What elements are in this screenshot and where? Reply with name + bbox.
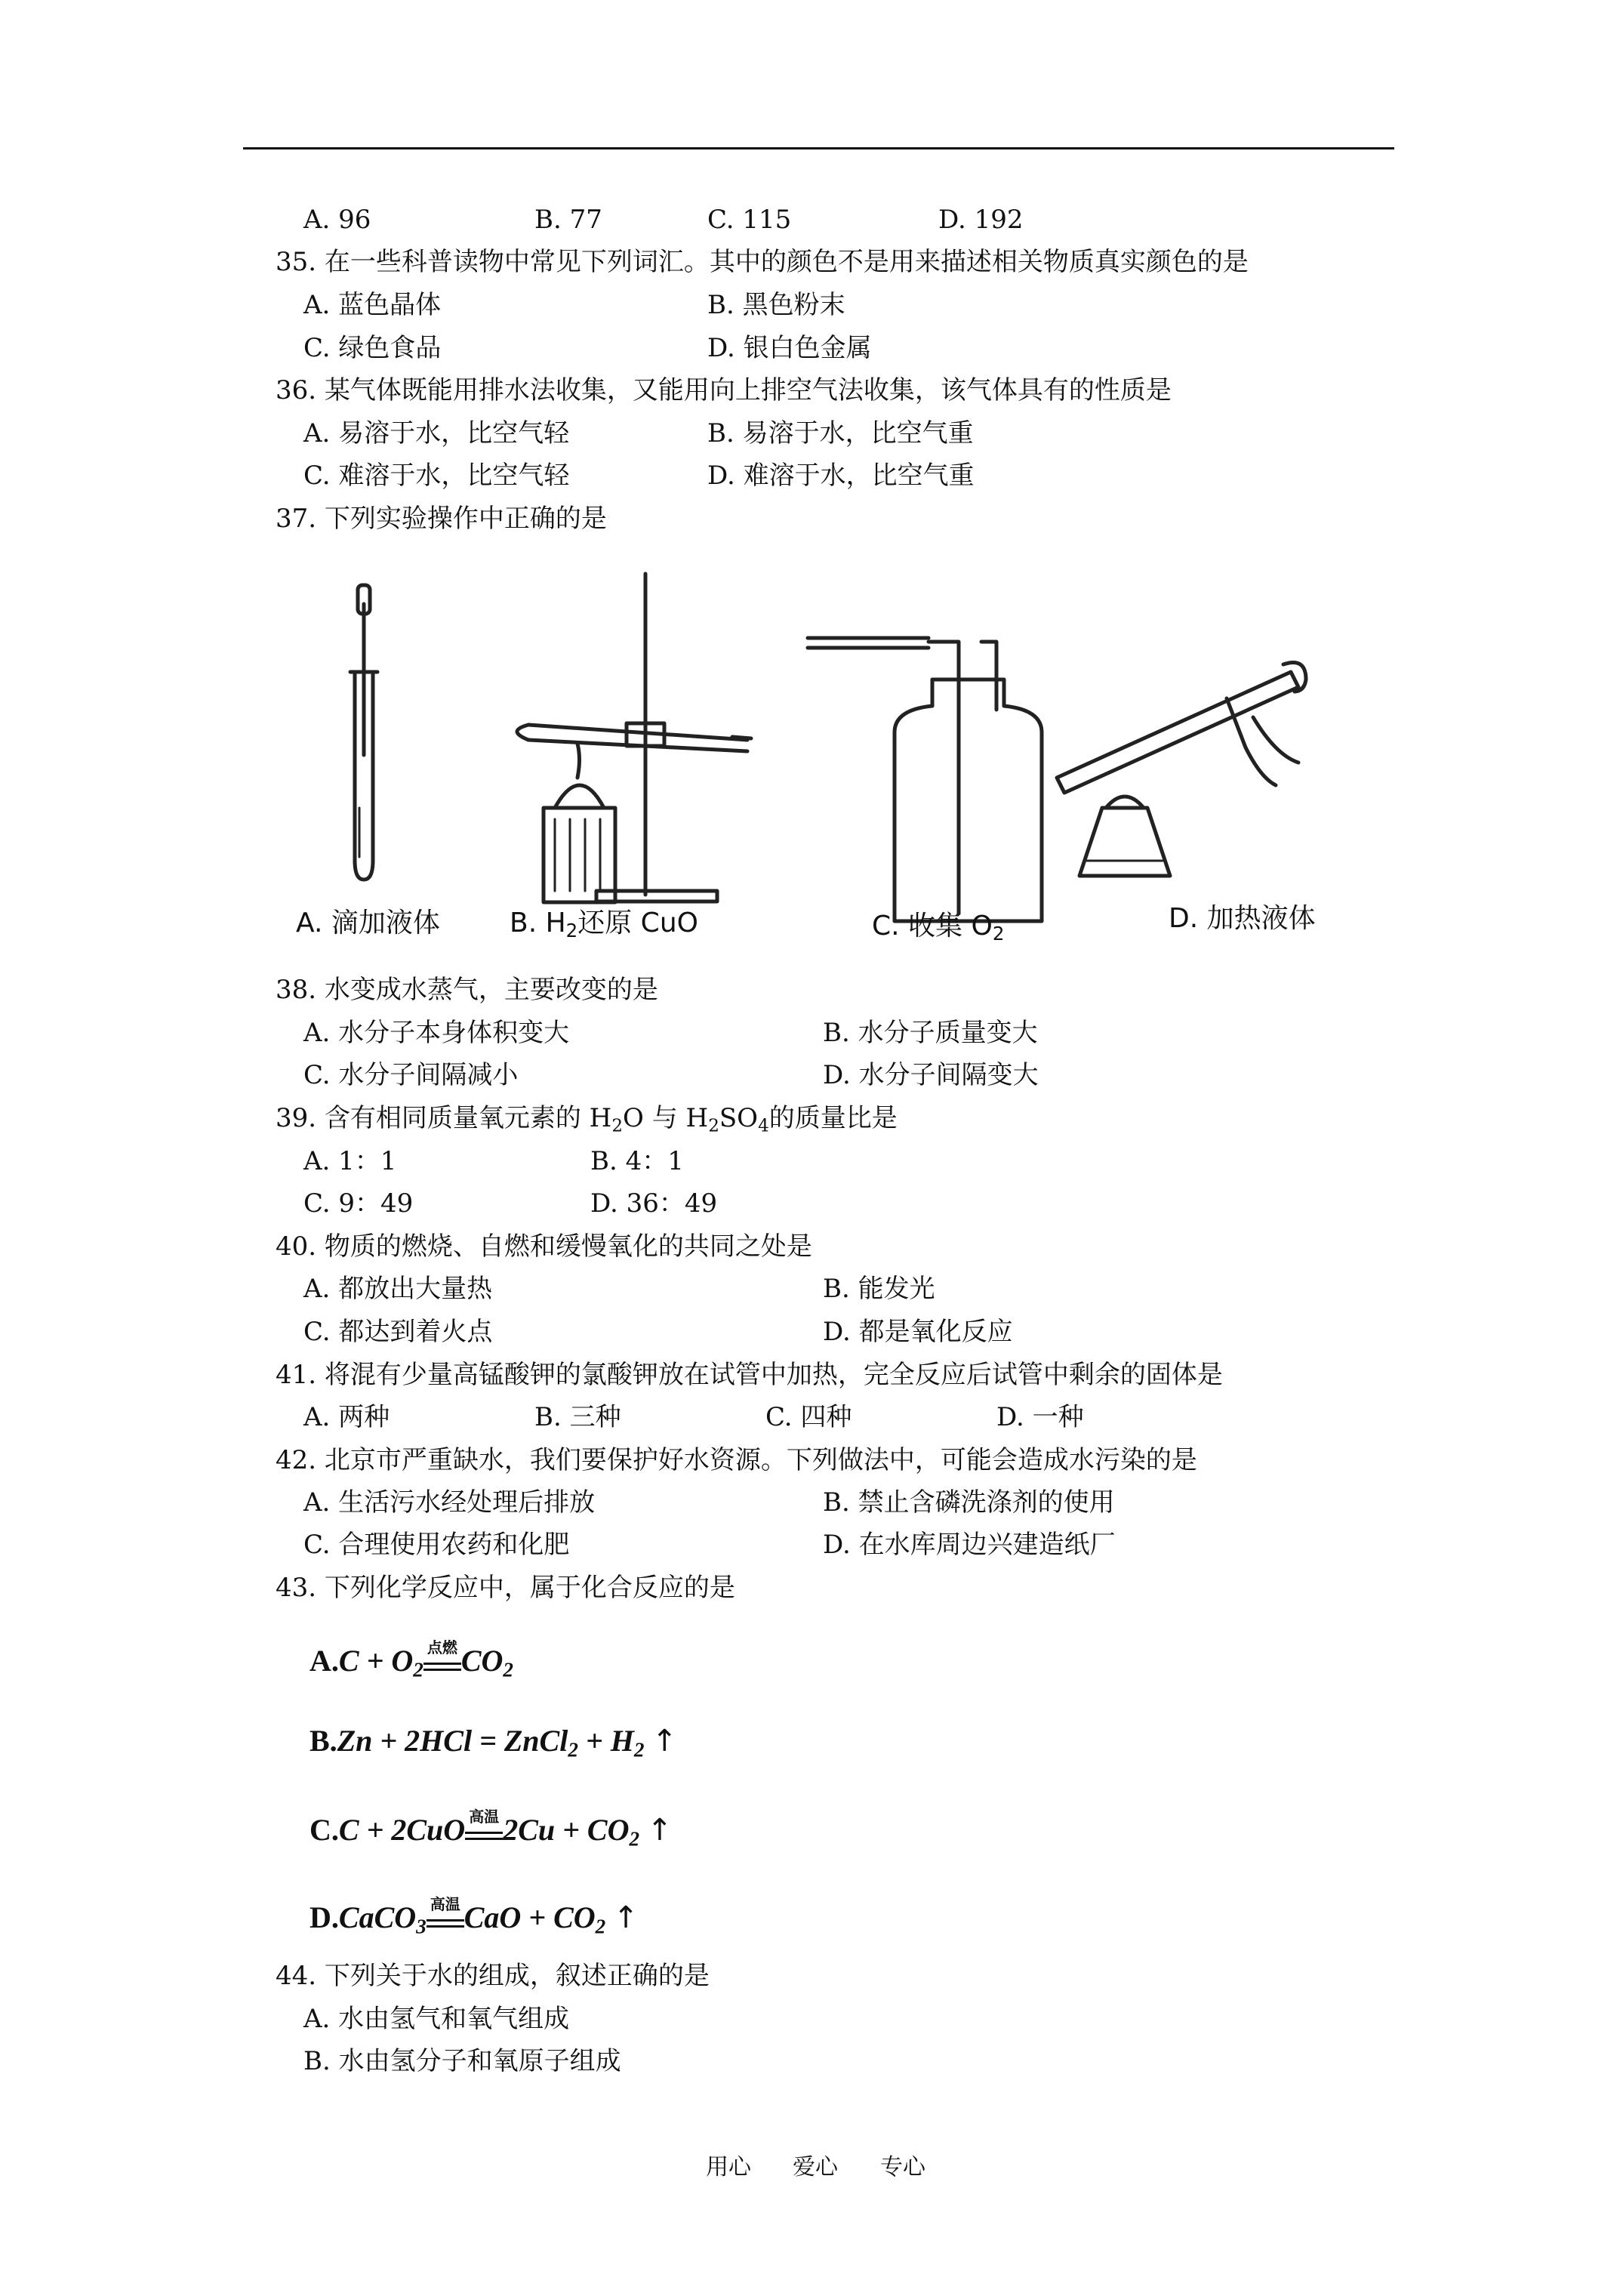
q42-option-b: B. 禁止含磷洗涤剂的使用 <box>823 1487 1115 1518</box>
equation-a <box>310 1638 514 1681</box>
header-rule <box>243 147 1394 149</box>
q41-stem: 41. 将混有少量高锰酸钾的氯酸钾放在试管中加热，完全反应后试管中剩余的固体是 <box>276 1360 1223 1390</box>
eq-d-condition: 高温 <box>430 1895 460 1913</box>
q39-stem <box>276 1102 898 1134</box>
gas-up-arrow-icon: ↑ <box>647 1813 673 1848</box>
q44-option-a: A. 水由氢气和氧气组成 <box>303 2004 570 2034</box>
equation-c <box>310 1808 673 1851</box>
q40-option-a: A. 都放出大量热 <box>303 1274 493 1304</box>
q40-option-b: B. 能发光 <box>823 1274 935 1304</box>
gas-collection-bottle-drawing <box>808 638 1042 921</box>
q35-option-c: C. 绿色食品 <box>303 333 442 363</box>
q43-stem: 43. 下列化学反应中，属于化合反应的是 <box>276 1573 735 1603</box>
q36-option-c: C. 难溶于水，比空气轻 <box>303 461 570 491</box>
q39-option-b: B. 4：1 <box>590 1146 684 1176</box>
q37-stem: 37. 下列实验操作中正确的是 <box>276 504 607 534</box>
q39-stem-mid2: SO <box>719 1103 759 1133</box>
eq-a-right-sub: 2 <box>503 1658 514 1681</box>
apparatus-drawings <box>279 559 1397 951</box>
eq-d-left: CaCO <box>338 1900 417 1934</box>
eq-d-left-sub: 3 <box>416 1915 427 1938</box>
q39-sub-2: 2 <box>708 1116 719 1136</box>
caption-b-post: 还原 CuO <box>577 908 698 938</box>
q41-option-d: D. 一种 <box>996 1402 1084 1432</box>
q44-option-b: B. 水由氢分子和氧原子组成 <box>303 2046 621 2076</box>
q42-stem: 42. 北京市严重缺水，我们要保护好水资源。下列做法中，可能会造成水污染的是 <box>276 1445 1197 1475</box>
q37-apparatus-figure <box>279 559 1397 951</box>
q36-option-a: A. 易溶于水，比空气轻 <box>303 418 570 448</box>
eq-b-lead: B. <box>310 1724 337 1758</box>
eq-c-left: C + 2CuO <box>338 1813 466 1847</box>
q41-option-c: C. 四种 <box>765 1402 852 1432</box>
q41-option-a: A. 两种 <box>303 1402 390 1432</box>
q39-stem-mid1: O 与 H <box>623 1103 709 1133</box>
eq-a-lead: A. <box>310 1644 339 1678</box>
q39-option-a: A. 1：1 <box>303 1146 397 1176</box>
q39-option-c: C. 9：49 <box>303 1188 414 1219</box>
q39-stem-post: 的质量比是 <box>768 1103 898 1133</box>
ignite-condition-sign <box>423 1638 461 1671</box>
eq-b-text2: + H <box>577 1724 634 1758</box>
footer-word-2: 爱心 <box>793 2154 838 2180</box>
q40-option-c: C. 都达到着火点 <box>303 1317 493 1347</box>
eq-d-right: CaO + CO <box>463 1900 596 1934</box>
q42-option-c: C. 合理使用农药和化肥 <box>303 1530 570 1560</box>
eq-c-right-sub: 2 <box>629 1827 640 1851</box>
gas-up-arrow-icon: ↑ <box>613 1900 639 1935</box>
q34-option-b: B. 77 <box>534 205 602 235</box>
q36-stem: 36. 某气体既能用排水法收集，又能用向上排空气法收集，该气体具有的性质是 <box>276 375 1172 405</box>
gas-up-arrow-icon: ↑ <box>651 1724 677 1758</box>
q40-option-d: D. 都是氧化反应 <box>823 1317 1013 1347</box>
q36-option-b: B. 易溶于水，比空气重 <box>707 418 974 448</box>
eq-a-right: CO <box>460 1644 504 1678</box>
high-temp-condition-sign <box>427 1895 464 1928</box>
eq-c-condition: 高温 <box>469 1808 500 1826</box>
equation-d <box>310 1895 639 1938</box>
eq-b-sub-2: 2 <box>633 1738 645 1761</box>
q35-option-d: D. 银白色金属 <box>707 333 872 363</box>
eq-c-right: 2Cu + CO <box>503 1813 630 1847</box>
eq-d-lead: D. <box>310 1900 339 1934</box>
eq-d-right-sub: 2 <box>595 1915 606 1938</box>
caption-d: D. 加热液体 <box>1169 903 1316 934</box>
caption-c-pre: C. 收集 O <box>872 911 993 942</box>
q39-sub-3: 4 <box>758 1116 769 1136</box>
caption-c <box>872 911 1005 945</box>
q35-option-b: B. 黑色粉末 <box>707 290 845 320</box>
eq-a-left-sub: 2 <box>413 1658 423 1681</box>
eq-a-condition: 点燃 <box>427 1638 457 1657</box>
dropper-test-tube-drawing <box>350 585 377 880</box>
q38-option-a: A. 水分子本身体积变大 <box>303 1018 570 1048</box>
q38-option-c: C. 水分子间隔减小 <box>303 1060 519 1090</box>
footer-word-3: 专心 <box>880 2154 925 2180</box>
q42-option-a: A. 生活污水经处理后排放 <box>303 1487 596 1518</box>
q44-stem: 44. 下列关于水的组成，叙述正确的是 <box>276 1961 710 1991</box>
caption-b-sub: 2 <box>565 919 578 942</box>
q36-option-d: D. 难溶于水，比空气重 <box>707 461 975 491</box>
q34-option-c: C. 115 <box>707 205 792 235</box>
caption-c-sub: 2 <box>992 922 1005 945</box>
q35-option-a: A. 蓝色晶体 <box>303 290 442 320</box>
eq-b-sub-1: 2 <box>568 1738 578 1761</box>
caption-b-pre: B. H <box>510 908 566 938</box>
q39-stem-pre: 39. 含有相同质量氧元素的 H <box>276 1103 612 1133</box>
q35-stem: 35. 在一些科普读物中常见下列词汇。其中的颜色不是用来描述相关物质真实颜色的是 <box>276 247 1249 277</box>
h2-reduction-apparatus-drawing <box>517 574 751 902</box>
eq-a-left: C + O <box>338 1644 414 1678</box>
q39-sub-1: 2 <box>611 1116 624 1136</box>
q34-option-d: D. 192 <box>938 205 1024 235</box>
q34-option-a: A. 96 <box>303 205 371 235</box>
q39-option-d: D. 36：49 <box>590 1188 718 1219</box>
footer-word-1: 用心 <box>706 2154 751 2180</box>
q41-option-b: B. 三种 <box>534 1402 621 1432</box>
caption-b <box>510 908 698 942</box>
caption-a: A. 滴加液体 <box>296 908 440 938</box>
equation-b <box>310 1723 677 1761</box>
q40-stem: 40. 物质的燃烧、自燃和缓慢氧化的共同之处是 <box>276 1231 812 1262</box>
eq-c-lead: C. <box>310 1813 339 1847</box>
heating-liquid-drawing <box>1057 663 1306 877</box>
q42-option-d: D. 在水库周边兴建造纸厂 <box>823 1530 1116 1560</box>
eq-b-text: Zn + 2HCl = ZnCl <box>337 1724 568 1758</box>
q38-stem: 38. 水变成水蒸气，主要改变的是 <box>276 975 658 1005</box>
q38-option-d: D. 水分子间隔变大 <box>823 1060 1039 1090</box>
high-temp-condition-sign <box>465 1808 503 1840</box>
q38-option-b: B. 水分子质量变大 <box>823 1018 1038 1048</box>
